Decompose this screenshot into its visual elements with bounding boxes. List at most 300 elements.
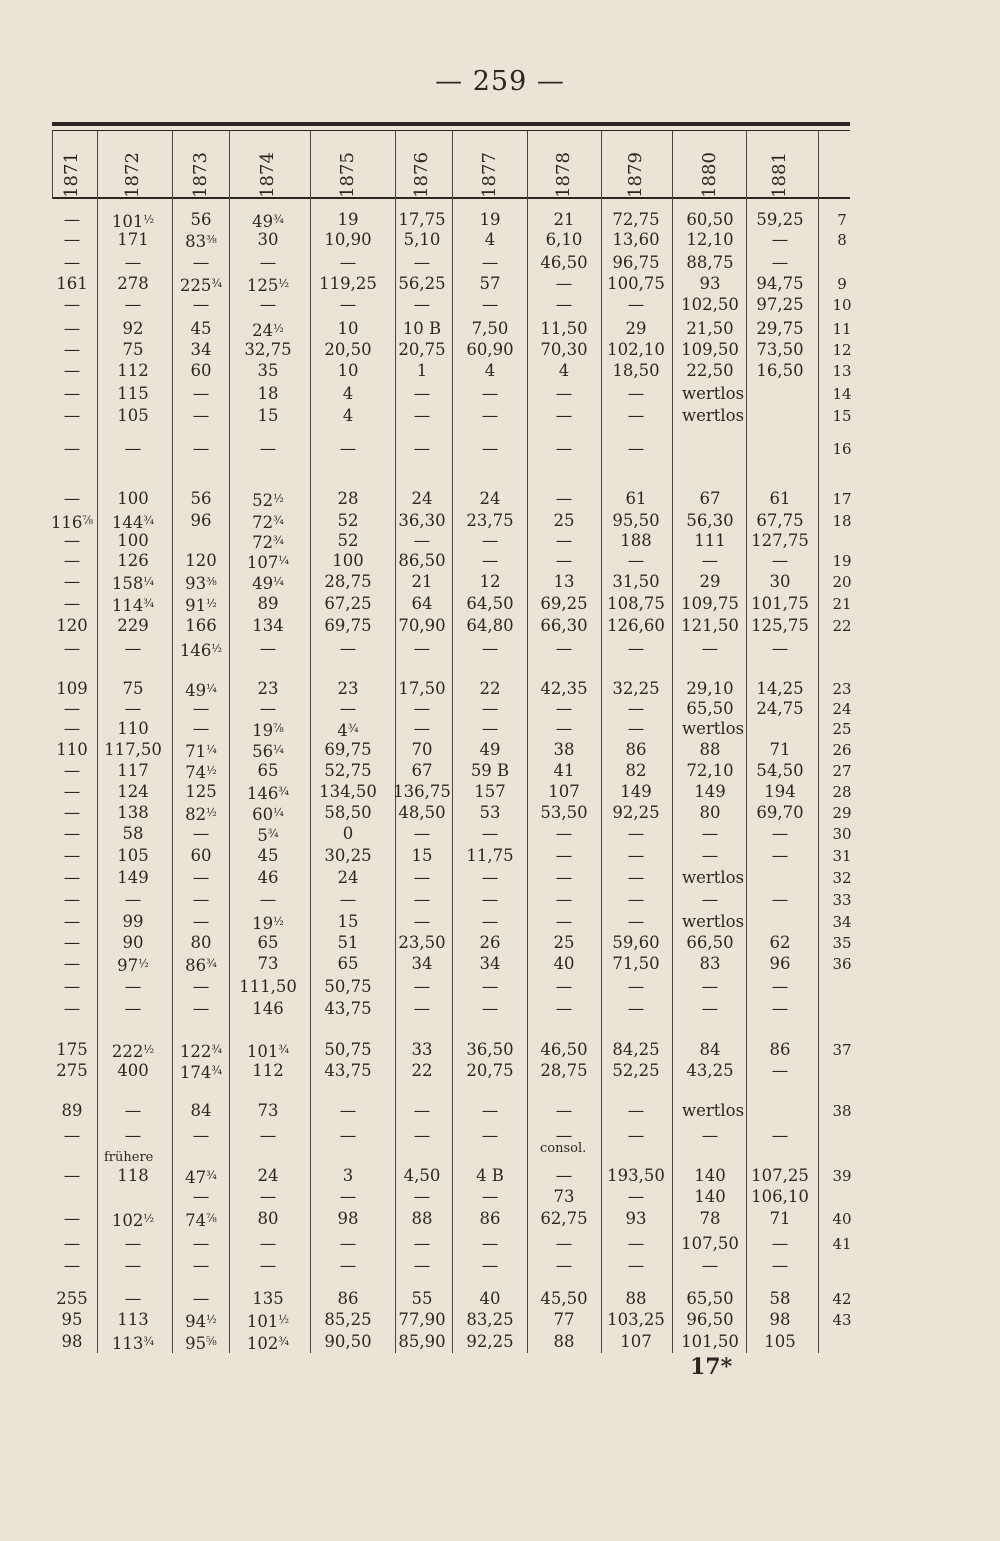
year-header: 1876 <box>411 152 432 198</box>
table-cell: 64,50 <box>466 594 514 613</box>
table-cell: 28,75 <box>540 1061 588 1080</box>
table-cell: 45 <box>257 846 279 865</box>
table-cell: $19^{\frac{1}{2}}$ <box>252 914 284 933</box>
table-cell: 73,50 <box>756 340 804 359</box>
table-cell: 53,50 <box>540 803 588 822</box>
table-cell: 31,50 <box>612 572 660 591</box>
table-cell: 70,90 <box>398 616 446 635</box>
table-cell: 112 <box>252 1061 284 1080</box>
table-cell: 64 <box>411 594 433 613</box>
table-cell: — <box>555 824 573 843</box>
table-cell: 100 <box>332 551 364 570</box>
table-cell: 69,75 <box>324 616 372 635</box>
table-cell: — <box>627 824 645 843</box>
table-cell: — <box>627 384 645 403</box>
table-cell: 45,50 <box>540 1289 588 1308</box>
table-cell: — <box>339 890 357 909</box>
table-cell: 7,50 <box>471 319 509 338</box>
table-cell: $24^{\frac{1}{2}}$ <box>252 321 284 340</box>
table-cell: $74^{\frac{7}{8}}$ <box>185 1211 217 1230</box>
table-cell: 82 <box>625 761 647 780</box>
row-number: 21 <box>832 595 852 613</box>
table-cell: 34 <box>479 954 501 973</box>
row-number: 14 <box>832 385 852 403</box>
table-cell: 52,75 <box>324 761 372 780</box>
table-cell: — <box>555 1256 573 1275</box>
table-cell: — <box>555 1166 573 1185</box>
table-cell: — <box>771 846 789 865</box>
row-number: 16 <box>832 440 852 458</box>
table-cell: 96 <box>190 511 212 530</box>
table-cell: 102,10 <box>607 340 665 359</box>
table-cell: 69,70 <box>756 803 804 822</box>
table-cell: — <box>124 1256 142 1275</box>
table-cell: — <box>481 406 499 425</box>
row-number: 30 <box>832 825 852 843</box>
table-cell: — <box>192 890 210 909</box>
row-number: 27 <box>832 762 852 780</box>
table-cell: — <box>481 531 499 550</box>
table-cell: — <box>481 912 499 931</box>
table-cell: 83,25 <box>466 1310 514 1329</box>
table-cell: 126 <box>117 551 149 570</box>
table-cell: — <box>627 551 645 570</box>
table-cell: 4 B <box>476 1166 504 1185</box>
table-cell: $49^{\frac{3}{4}}$ <box>252 212 284 231</box>
table-cell: — <box>192 1289 210 1308</box>
table-cell: — <box>555 639 573 658</box>
table-cell: — <box>481 824 499 843</box>
table-cell: — <box>627 846 645 865</box>
table-cell: — <box>627 977 645 996</box>
table-cell: $71^{\frac{1}{4}}$ <box>185 742 217 761</box>
table-cell: — <box>63 803 81 822</box>
table-cell: — <box>413 824 431 843</box>
table-cell: — <box>63 999 81 1018</box>
row-number: 22 <box>832 617 852 635</box>
table-cell: — <box>413 999 431 1018</box>
table-cell: 28 <box>337 489 359 508</box>
table-cell: 101,50 <box>681 1332 739 1351</box>
table-cell: 33 <box>411 1040 433 1059</box>
table-cell: — <box>481 999 499 1018</box>
table-cell: 109,50 <box>681 340 739 359</box>
table-cell: — <box>413 406 431 425</box>
table-cell: — <box>771 999 789 1018</box>
table-cell: — <box>339 295 357 314</box>
table-cell: 41 <box>553 761 575 780</box>
table-cell: — <box>124 1289 142 1308</box>
table-cell: — <box>339 439 357 458</box>
table-cell: $174^{\frac{3}{4}}$ <box>179 1063 223 1082</box>
table-cell: 62 <box>769 933 791 952</box>
row-number: 13 <box>832 362 852 380</box>
table-cell: — <box>481 1187 499 1206</box>
table-cell: 108,75 <box>607 594 665 613</box>
row-number: 19 <box>832 552 852 570</box>
table-cell: 30 <box>769 572 791 591</box>
table-cell: — <box>339 639 357 658</box>
table-cell: $101^{\frac{3}{4}}$ <box>246 1042 290 1061</box>
table-cell: — <box>63 846 81 865</box>
table-cell: 92 <box>122 319 144 338</box>
table-cell: 29,75 <box>756 319 804 338</box>
table-cell: 105 <box>117 406 149 425</box>
table-cell: $74^{\frac{1}{2}}$ <box>185 763 217 782</box>
table-cell: 51 <box>337 933 359 952</box>
table-cell: — <box>627 1234 645 1253</box>
table-cell: 92,25 <box>466 1332 514 1351</box>
table-cell: 86 <box>337 1289 359 1308</box>
table-cell: 58 <box>122 824 144 843</box>
table-cell: — <box>413 1256 431 1275</box>
table-cell: 194 <box>764 782 796 801</box>
table-cell: 98 <box>337 1209 359 1228</box>
table-cell: 49 <box>479 740 501 759</box>
table-cell: — <box>124 253 142 272</box>
table-cell: 50,75 <box>324 977 372 996</box>
table-cell: — <box>192 1234 210 1253</box>
table-cell: 60 <box>190 846 212 865</box>
table-cell: — <box>413 699 431 718</box>
table-cell: 71 <box>769 740 791 759</box>
table-cell: 4,50 <box>403 1166 441 1185</box>
table-cell: 54,50 <box>756 761 804 780</box>
table-cell: 80 <box>257 1209 279 1228</box>
table-cell: 75 <box>122 679 144 698</box>
table-cell: 157 <box>474 782 506 801</box>
table-cell: $113^{\frac{3}{4}}$ <box>111 1334 155 1353</box>
note-consol: consol. <box>540 1141 587 1156</box>
row-number: 7 <box>837 211 847 229</box>
table-cell: 255 <box>56 1289 88 1308</box>
table-cell: 105 <box>764 1332 796 1351</box>
table-cell: — <box>124 639 142 658</box>
row-number: 31 <box>832 847 852 865</box>
table-cell: 90,50 <box>324 1332 372 1351</box>
table-cell: $102^{\frac{1}{2}}$ <box>111 1211 155 1230</box>
table-cell: 88 <box>411 1209 433 1228</box>
table-cell: 140 <box>694 1166 726 1185</box>
table-cell: 64,80 <box>466 616 514 635</box>
table-cell: 70,30 <box>540 340 588 359</box>
table-cell: — <box>259 639 277 658</box>
table-cell: — <box>555 295 573 314</box>
year-header: 1871 <box>61 152 82 198</box>
table-cell: 118 <box>117 1166 149 1185</box>
table-cell: 65 <box>337 954 359 973</box>
page-number: — 259 — <box>435 66 565 97</box>
table-cell: 36,30 <box>398 511 446 530</box>
table-cell: 136,75 <box>393 782 451 801</box>
table-cell: 278 <box>117 274 149 293</box>
table-cell: — <box>627 406 645 425</box>
note-fruhere: frühere <box>104 1150 154 1165</box>
table-cell: — <box>627 439 645 458</box>
table-cell: 11,50 <box>540 319 588 338</box>
table-cell: — <box>124 999 142 1018</box>
table-cell: 23,50 <box>398 933 446 952</box>
table-cell: 43,75 <box>324 1061 372 1080</box>
table-cell: 71,50 <box>612 954 660 973</box>
table-cell: — <box>192 868 210 887</box>
table-cell: — <box>481 699 499 718</box>
table-cell: — <box>259 1256 277 1275</box>
table-cell: 23,75 <box>466 511 514 530</box>
table-cell: 57 <box>479 274 501 293</box>
table-cell: — <box>555 1101 573 1120</box>
table-cell: 19 <box>479 210 501 229</box>
row-number: 37 <box>832 1041 852 1059</box>
table-cell: — <box>481 977 499 996</box>
table-cell: $82^{\frac{1}{2}}$ <box>185 805 217 824</box>
table-cell: $60^{\frac{1}{4}}$ <box>252 805 284 824</box>
table-cell: 17,50 <box>398 679 446 698</box>
row-number: 32 <box>832 869 852 887</box>
table-cell: — <box>771 824 789 843</box>
table-cell: 175 <box>56 1040 88 1059</box>
table-cell: — <box>627 1126 645 1145</box>
table-cell: $116^{\frac{7}{8}}$ <box>50 513 94 532</box>
table-cell: 75 <box>122 340 144 359</box>
column-divider <box>818 131 819 1353</box>
table-cell: 125 <box>185 782 217 801</box>
table-cell: 86 <box>625 740 647 759</box>
table-cell: 84 <box>190 1101 212 1120</box>
table-cell: 59,25 <box>756 210 804 229</box>
table-cell: 65 <box>257 761 279 780</box>
table-cell: 96,50 <box>686 1310 734 1329</box>
table-cell: — <box>413 719 431 738</box>
table-cell: 24 <box>257 1166 279 1185</box>
table-cell: 48,50 <box>398 803 446 822</box>
table-cell: — <box>771 1234 789 1253</box>
table-cell: — <box>63 572 81 591</box>
table-cell: 149 <box>694 782 726 801</box>
year-header: 1875 <box>337 152 358 198</box>
table-cell: — <box>481 384 499 403</box>
table-cell: 166 <box>185 616 217 635</box>
table-cell: 107,50 <box>681 1234 739 1253</box>
table-cell: — <box>259 1234 277 1253</box>
table-cell: — <box>627 719 645 738</box>
table-cell: 117 <box>117 761 149 780</box>
table-cell: 20,75 <box>398 340 446 359</box>
table-cell: — <box>63 977 81 996</box>
table-cell: 90 <box>122 933 144 952</box>
table-cell: — <box>627 999 645 1018</box>
table-cell: 112 <box>117 361 149 380</box>
table-cell: 38 <box>553 740 575 759</box>
table-cell: 73 <box>257 1101 279 1120</box>
table-cell: 16,50 <box>756 361 804 380</box>
table-cell: 67 <box>699 489 721 508</box>
table-cell: 98 <box>61 1332 83 1351</box>
table-cell: — <box>555 846 573 865</box>
table-cell: 149 <box>620 782 652 801</box>
table-cell: — <box>413 639 431 658</box>
table-cell: 45 <box>190 319 212 338</box>
table-cell: 61 <box>625 489 647 508</box>
table-cell: — <box>555 719 573 738</box>
table-cell: — <box>63 319 81 338</box>
table-cell: — <box>627 1256 645 1275</box>
table-cell: 56,30 <box>686 511 734 530</box>
table-cell: 105 <box>117 846 149 865</box>
table-cell: $49^{\frac{1}{4}}$ <box>185 681 217 700</box>
table-cell: 275 <box>56 1061 88 1080</box>
table-cell: 67,25 <box>324 594 372 613</box>
table-cell: wertlos <box>682 406 745 425</box>
table-cell: — <box>63 890 81 909</box>
table-cell: 24 <box>479 489 501 508</box>
table-cell: 67 <box>411 761 433 780</box>
table-cell: 73 <box>553 1187 575 1206</box>
table-cell: — <box>63 761 81 780</box>
table-cell: 59,60 <box>612 933 660 952</box>
table-cell: 4 <box>342 406 354 425</box>
row-number: 12 <box>832 341 852 359</box>
table-cell: 29 <box>625 319 647 338</box>
table-cell: $5^{\frac{3}{4}}$ <box>257 826 279 845</box>
table-cell: 60,90 <box>466 340 514 359</box>
row-number: 11 <box>832 320 852 338</box>
table-cell: — <box>555 439 573 458</box>
table-cell: — <box>771 1061 789 1080</box>
year-header: 1873 <box>190 152 211 198</box>
table-cell: 32,25 <box>612 679 660 698</box>
table-cell: $47^{\frac{3}{4}}$ <box>185 1168 217 1187</box>
row-number: 39 <box>832 1167 852 1185</box>
table-cell: $146^{\frac{3}{4}}$ <box>246 784 290 803</box>
table-cell: — <box>555 406 573 425</box>
table-cell: 99 <box>122 912 144 931</box>
table-cell: — <box>413 977 431 996</box>
table-cell: 56,25 <box>398 274 446 293</box>
table-cell: — <box>413 1126 431 1145</box>
table-cell: — <box>124 1101 142 1120</box>
table-cell: 23 <box>337 679 359 698</box>
table-cell: 109 <box>56 679 88 698</box>
year-header: 1881 <box>769 152 790 198</box>
table-cell: 10 <box>337 361 359 380</box>
table-cell: $144^{\frac{3}{4}}$ <box>111 513 155 532</box>
table-cell: 22 <box>479 679 501 698</box>
table-cell: — <box>701 846 719 865</box>
table-cell: — <box>555 1234 573 1253</box>
row-number: 42 <box>832 1290 852 1308</box>
table-cell: 13,60 <box>612 230 660 249</box>
table-cell: — <box>192 719 210 738</box>
table-cell: — <box>627 890 645 909</box>
table-cell: 77 <box>553 1310 575 1329</box>
row-number: 17 <box>832 490 852 508</box>
table-cell: 53 <box>479 803 501 822</box>
table-cell: $86^{\frac{3}{4}}$ <box>185 956 217 975</box>
table-cell: $102^{\frac{3}{4}}$ <box>246 1334 290 1353</box>
table-cell: 15 <box>337 912 359 931</box>
table-cell: 50,75 <box>324 1040 372 1059</box>
table-cell: — <box>63 594 81 613</box>
row-number: 8 <box>837 231 847 249</box>
table-cell: — <box>63 719 81 738</box>
table-cell: wertlos <box>682 719 745 738</box>
table-cell: 21 <box>553 210 575 229</box>
table-cell: 55 <box>411 1289 433 1308</box>
table-cell: — <box>63 1126 81 1145</box>
table-cell: — <box>124 699 142 718</box>
table-cell: — <box>63 531 81 550</box>
table-cell: — <box>771 890 789 909</box>
table-cell: — <box>124 439 142 458</box>
table-cell: 86,50 <box>398 551 446 570</box>
year-header: 1874 <box>257 152 278 198</box>
table-cell: — <box>259 295 277 314</box>
table-cell: — <box>192 912 210 931</box>
row-number: 9 <box>837 275 847 293</box>
table-cell: — <box>413 912 431 931</box>
table-cell: — <box>481 1101 499 1120</box>
table-cell: — <box>627 639 645 658</box>
table-cell: 12,10 <box>686 230 734 249</box>
table-cell: 52,25 <box>612 1061 660 1080</box>
table-cell: — <box>339 699 357 718</box>
table-cell: 126,60 <box>607 616 665 635</box>
table-cell: — <box>259 1187 277 1206</box>
table-cell: 10,90 <box>324 230 372 249</box>
table-cell: — <box>555 699 573 718</box>
table-cell: — <box>63 210 81 229</box>
table-cell: $4^{\frac{3}{4}}$ <box>337 721 359 740</box>
table-cell: 52 <box>337 511 359 530</box>
table-cell: 92,25 <box>612 803 660 822</box>
table-cell: — <box>413 439 431 458</box>
table-cell: — <box>481 1256 499 1275</box>
table-cell: — <box>481 439 499 458</box>
table-cell: — <box>701 1126 719 1145</box>
table-cell: — <box>771 551 789 570</box>
table-cell: $19^{\frac{7}{8}}$ <box>252 721 284 740</box>
table-cell: — <box>413 295 431 314</box>
table-cell: 20,50 <box>324 340 372 359</box>
row-number: 26 <box>832 741 852 759</box>
table-cell: 24,75 <box>756 699 804 718</box>
table-cell: — <box>701 1256 719 1275</box>
table-cell: 96,75 <box>612 253 660 272</box>
table-cell: — <box>63 868 81 887</box>
table-cell: — <box>63 361 81 380</box>
table-cell: — <box>481 253 499 272</box>
table-cell: 106,10 <box>751 1187 809 1206</box>
table-cell: — <box>63 912 81 931</box>
row-number: 40 <box>832 1210 852 1228</box>
table-cell: — <box>555 912 573 931</box>
table-cell: 24 <box>411 489 433 508</box>
table-cell: 97,25 <box>756 295 804 314</box>
table-cell: 113 <box>117 1310 149 1329</box>
row-number: 25 <box>832 720 852 738</box>
table-cell: 69,75 <box>324 740 372 759</box>
table-cell: — <box>192 1187 210 1206</box>
table-cell: 65 <box>257 933 279 952</box>
table-cell: $158^{\frac{1}{4}}$ <box>111 574 155 593</box>
table-cell: — <box>192 699 210 718</box>
table-cell: — <box>259 890 277 909</box>
table-cell: 40 <box>553 954 575 973</box>
table-cell: — <box>481 719 499 738</box>
table-cell: 22,50 <box>686 361 734 380</box>
table-cell: — <box>259 253 277 272</box>
